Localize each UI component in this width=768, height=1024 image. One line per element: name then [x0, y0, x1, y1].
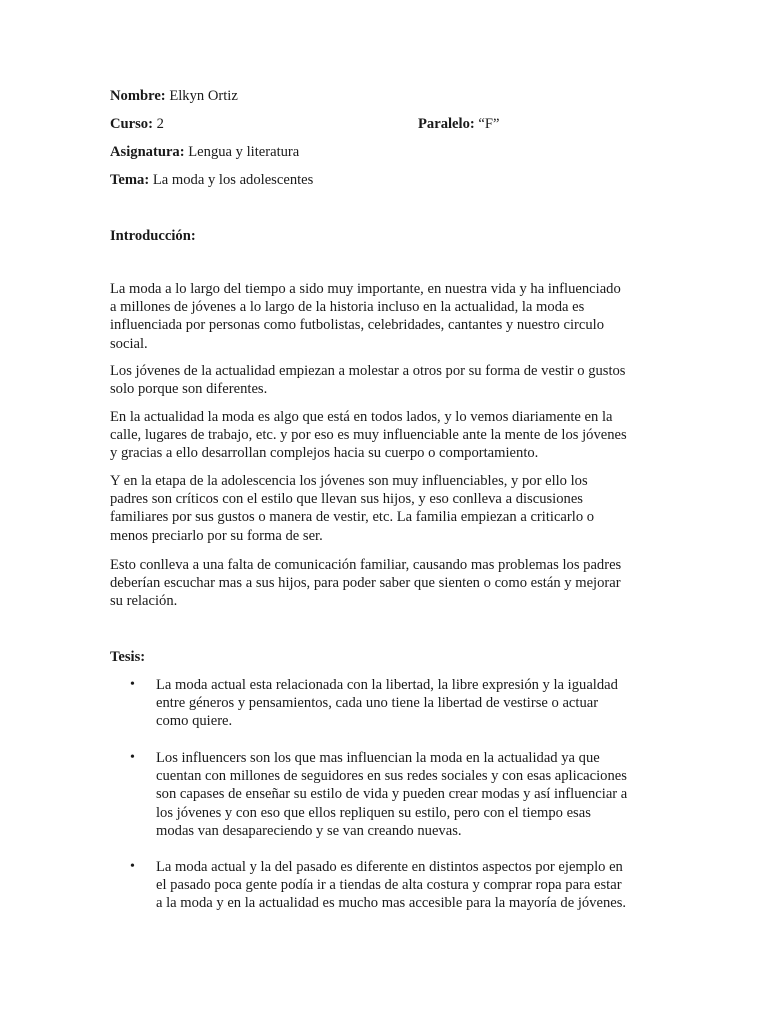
intro-paragraph-4	[110, 472, 658, 545]
paragraph-line: familiares por sus gustos o manera de vestir, etc. La familia empiezan a criticarlo o	[110, 509, 595, 526]
bullet-icon: •	[130, 859, 135, 874]
bullet-icon: •	[130, 677, 135, 692]
tema-value: La moda y los adolescentes	[152, 172, 314, 188]
bullet-line: los jóvenes y con eso que ellos repliquen su estilo, pero con el tiempo esas	[156, 804, 591, 821]
bullet-line: modas van desapareciendo y se van creando nuevas.	[156, 822, 462, 839]
paragraph-line: influenciada por personas como futbolistas, celebridades, cantantes y nuestro circulo	[110, 317, 604, 334]
bullet-line: son capases de enseñar su estilo de vida y pueden crear modas y así influenciar a	[156, 786, 628, 803]
paragraph-line: Y en la etapa de la adolescencia los jóvenes son muy influenciables, y por ello los	[110, 473, 588, 489]
paragraph-line: menos preciarlo por su forma de ser.	[110, 527, 323, 544]
nombre-value: Elkyn Ortiz	[169, 88, 238, 104]
tesis-heading: Tesis:	[110, 649, 146, 665]
asignatura-line	[110, 143, 299, 161]
curso-line	[110, 115, 164, 133]
paragraph-line: solo porque son diferentes.	[110, 381, 268, 398]
paragraph-line: social.	[110, 335, 148, 352]
intro-paragraph-1	[110, 280, 658, 353]
paragraph-line: En la actualidad la moda es algo que está en todos lados, y lo vemos diariamente en la	[110, 409, 613, 425]
curso-value: 2	[156, 116, 164, 132]
bullet-line: el pasado poca gente podía ir a tiendas de alta costura y comprar ropa para estar	[156, 877, 622, 894]
bullet-text	[156, 749, 627, 840]
nombre-label: Nombre:	[110, 88, 166, 104]
paragraph-line: su relación.	[110, 593, 178, 610]
bullet-line: a la moda y en la actualidad es mucho mas accesible para la mayoría de jóvenes.	[156, 895, 627, 912]
bullet-line: entre géneros y pensamientos, cada uno tiene la libertad de vestirse o actuar	[156, 695, 599, 712]
paragraph-line: calle, lugares de trabajo, etc. y por eso es muy influenciable ante la mente de los jóvenes	[110, 427, 627, 444]
paragraph-line: a millones de jóvenes a lo largo de la historia incluso en la actualidad, la moda es	[110, 299, 585, 316]
introduccion-heading: Introducción:	[110, 228, 196, 244]
paragraph-line: padres son críticos con el estilo que llevan sus hijos, y eso conlleva a discusiones	[110, 491, 583, 508]
intro-paragraph-3	[110, 408, 658, 463]
asignatura-label: Asignatura:	[110, 144, 185, 160]
bullet-line: La moda actual esta relacionada con la libertad, la libre expresión y la igualdad	[156, 677, 618, 693]
bullet-line: cuentan con millones de seguidores en sus redes sociales y con esas aplicaciones	[156, 768, 627, 785]
paralelo-label: Paralelo:	[418, 116, 475, 132]
nombre-line	[110, 87, 238, 105]
bullet-line: La moda actual y la del pasado es diferente en distintos aspectos por ejemplo en	[156, 859, 623, 875]
paragraph-line: deberían escuchar mas a sus hijos, para poder saber que sienten o como están y mejorar	[110, 575, 621, 592]
tema-line	[110, 171, 313, 189]
bullet-line: como quiere.	[156, 713, 233, 730]
paragraph-line: La moda a lo largo del tiempo a sido muy importante, en nuestra vida y ha influenciado	[110, 281, 621, 297]
bullet-text	[156, 676, 618, 731]
paragraph-line: Los jóvenes de la actualidad empiezan a molestar a otros por su forma de vestir o gustos	[110, 363, 626, 379]
paralelo-value: “F”	[478, 116, 500, 132]
bullet-text	[156, 858, 626, 913]
paralelo-line	[418, 115, 499, 133]
paragraph-line: y gracias a ello desarrollan complejos hacia su cuerpo o comportamiento.	[110, 445, 539, 462]
curso-label: Curso:	[110, 116, 153, 132]
paragraph-line: Esto conlleva a una falta de comunicación familiar, causando mas problemas los padres	[110, 557, 622, 573]
intro-paragraph-2	[110, 362, 658, 398]
tema-label: Tema:	[110, 172, 150, 188]
bullet-line: Los influencers son los que mas influencian la moda en la actualidad ya que	[156, 750, 600, 766]
asignatura-value: Lengua y literatura	[188, 144, 300, 160]
intro-paragraph-5	[110, 556, 658, 611]
bullet-icon: •	[130, 750, 135, 765]
